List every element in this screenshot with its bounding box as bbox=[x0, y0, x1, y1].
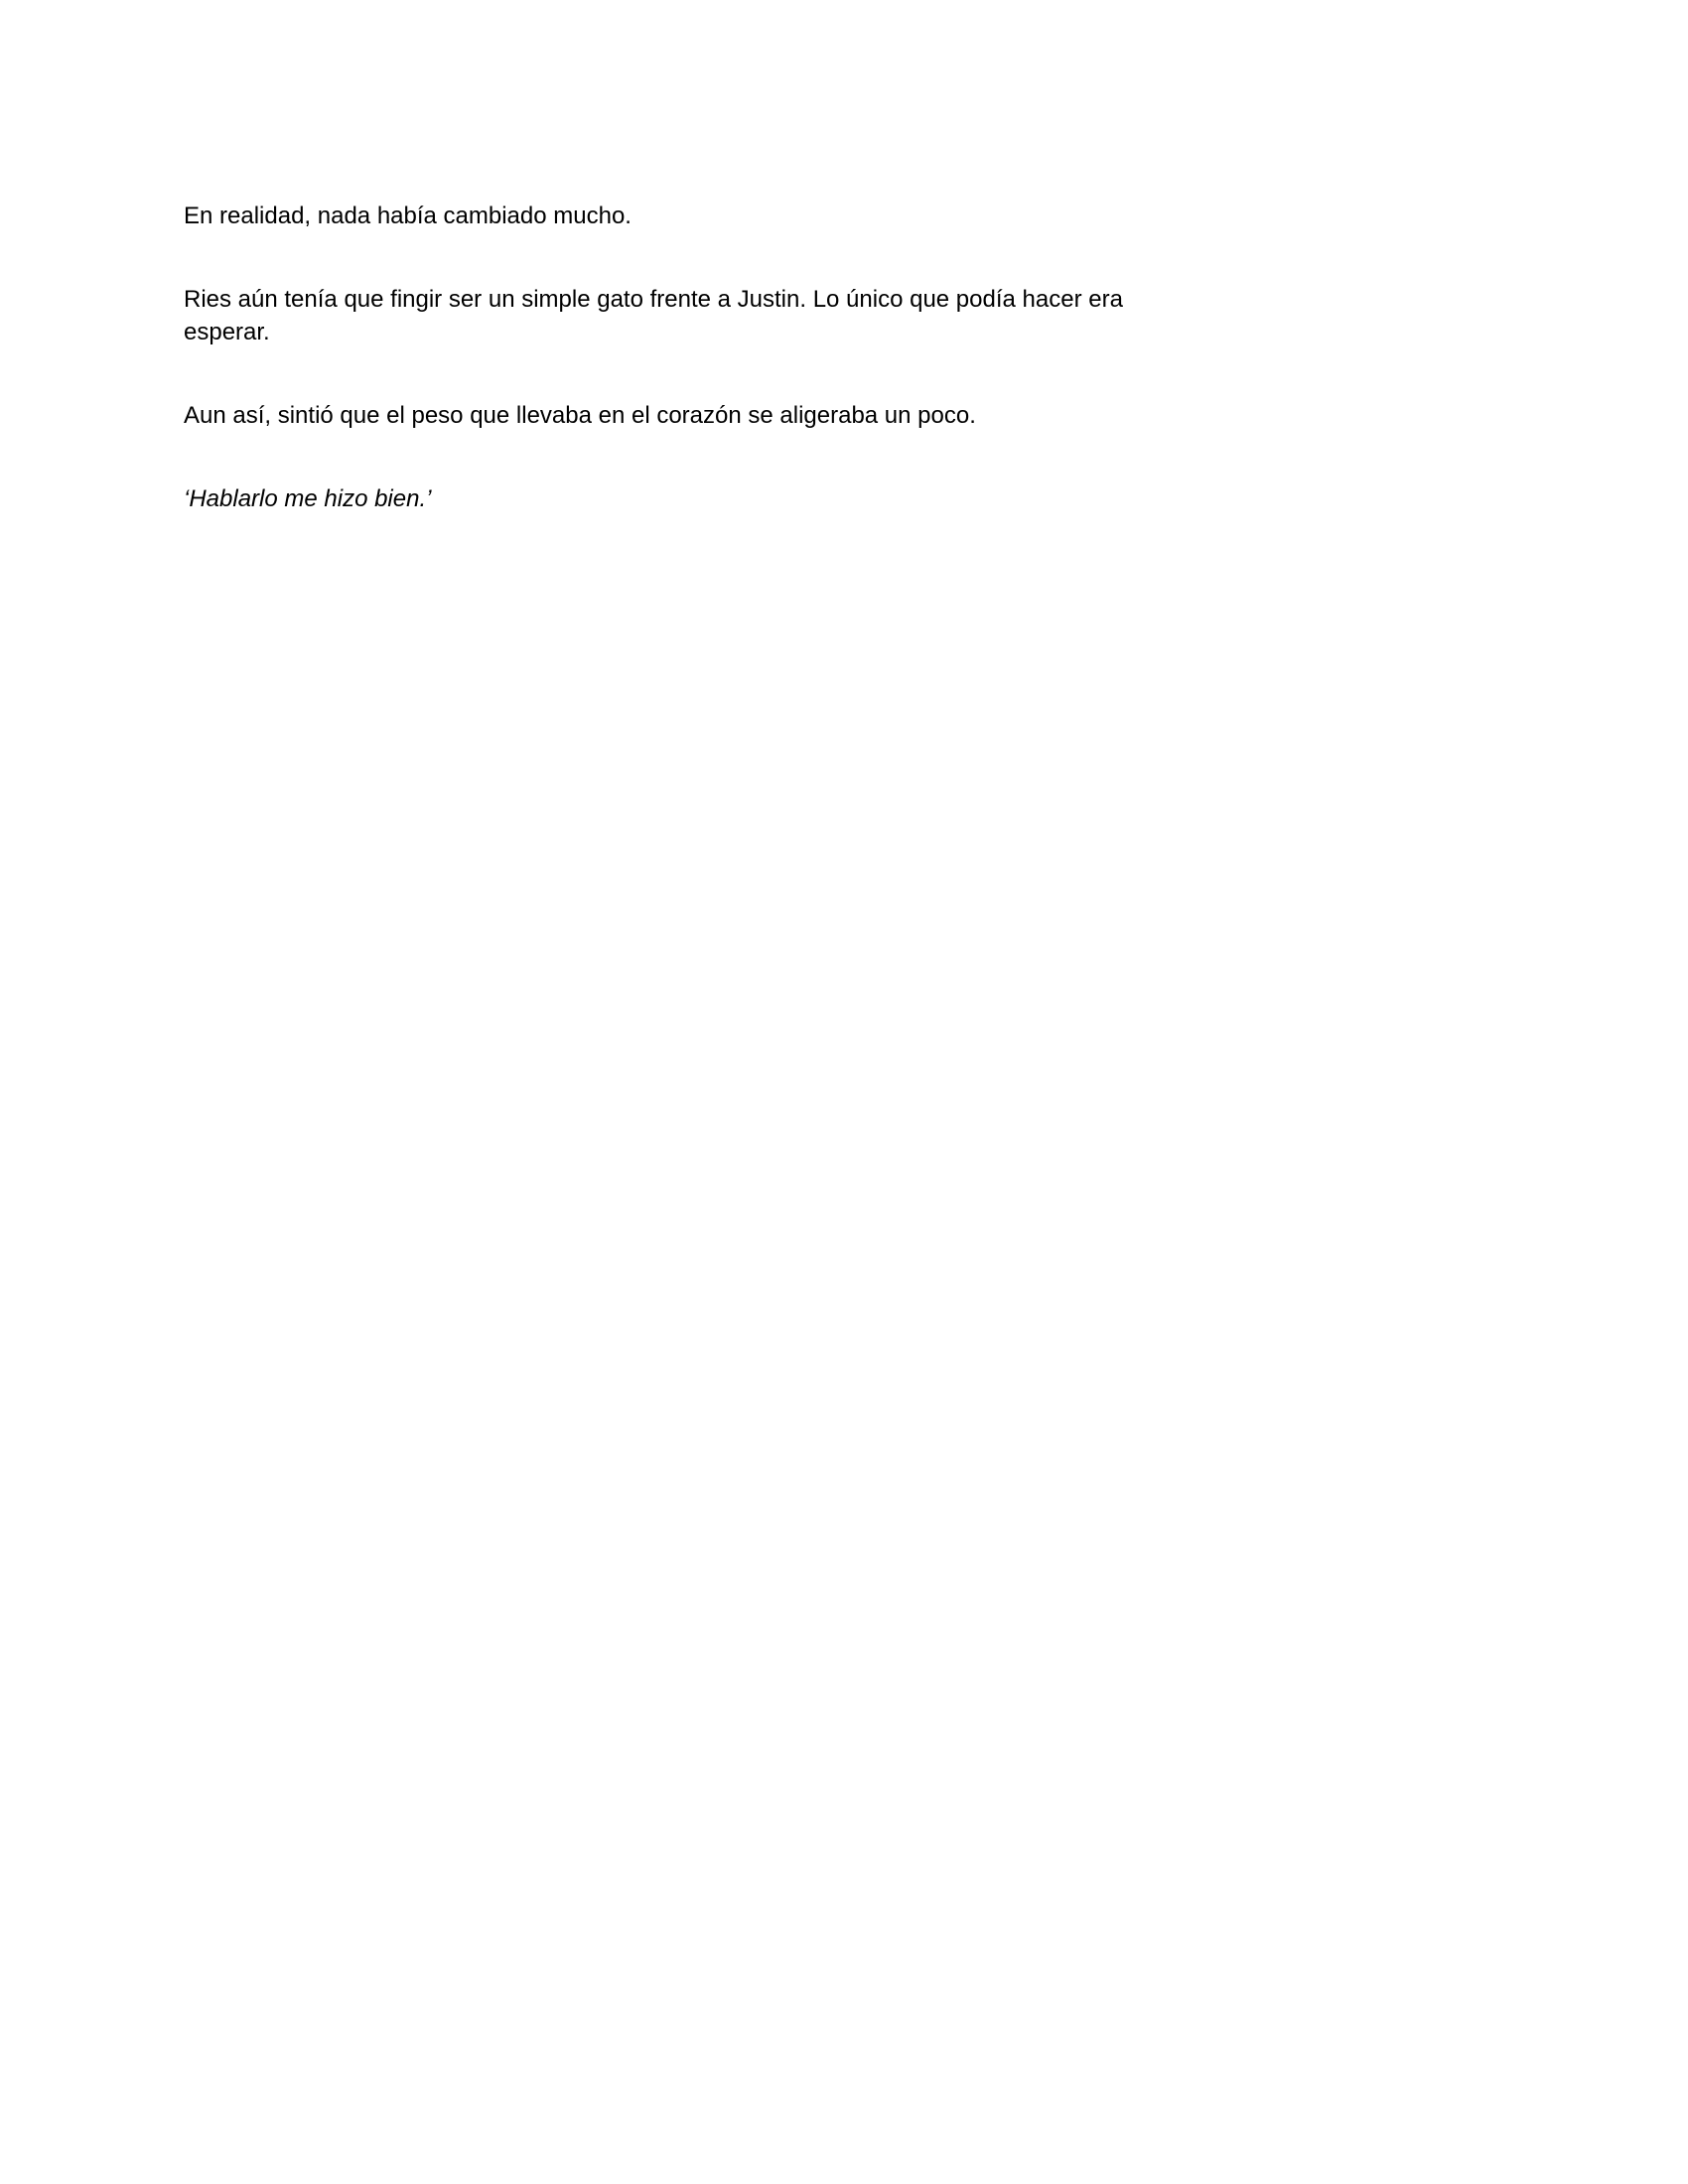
paragraph-1: En realidad, nada había cambiado mucho. bbox=[184, 203, 632, 229]
paragraph-2: Ries aún tenía que fingir ser un simple gato frente a Justin. Lo único que podía hacer era esperar. bbox=[184, 286, 1123, 345]
document-body bbox=[184, 200, 1127, 566]
paragraph-4-quote: ‘Hablarlo me hizo bien.’ bbox=[184, 485, 432, 512]
paragraph-3: Aun así, sintió que el peso que llevaba en el corazón se aligeraba un poco. bbox=[184, 402, 976, 429]
